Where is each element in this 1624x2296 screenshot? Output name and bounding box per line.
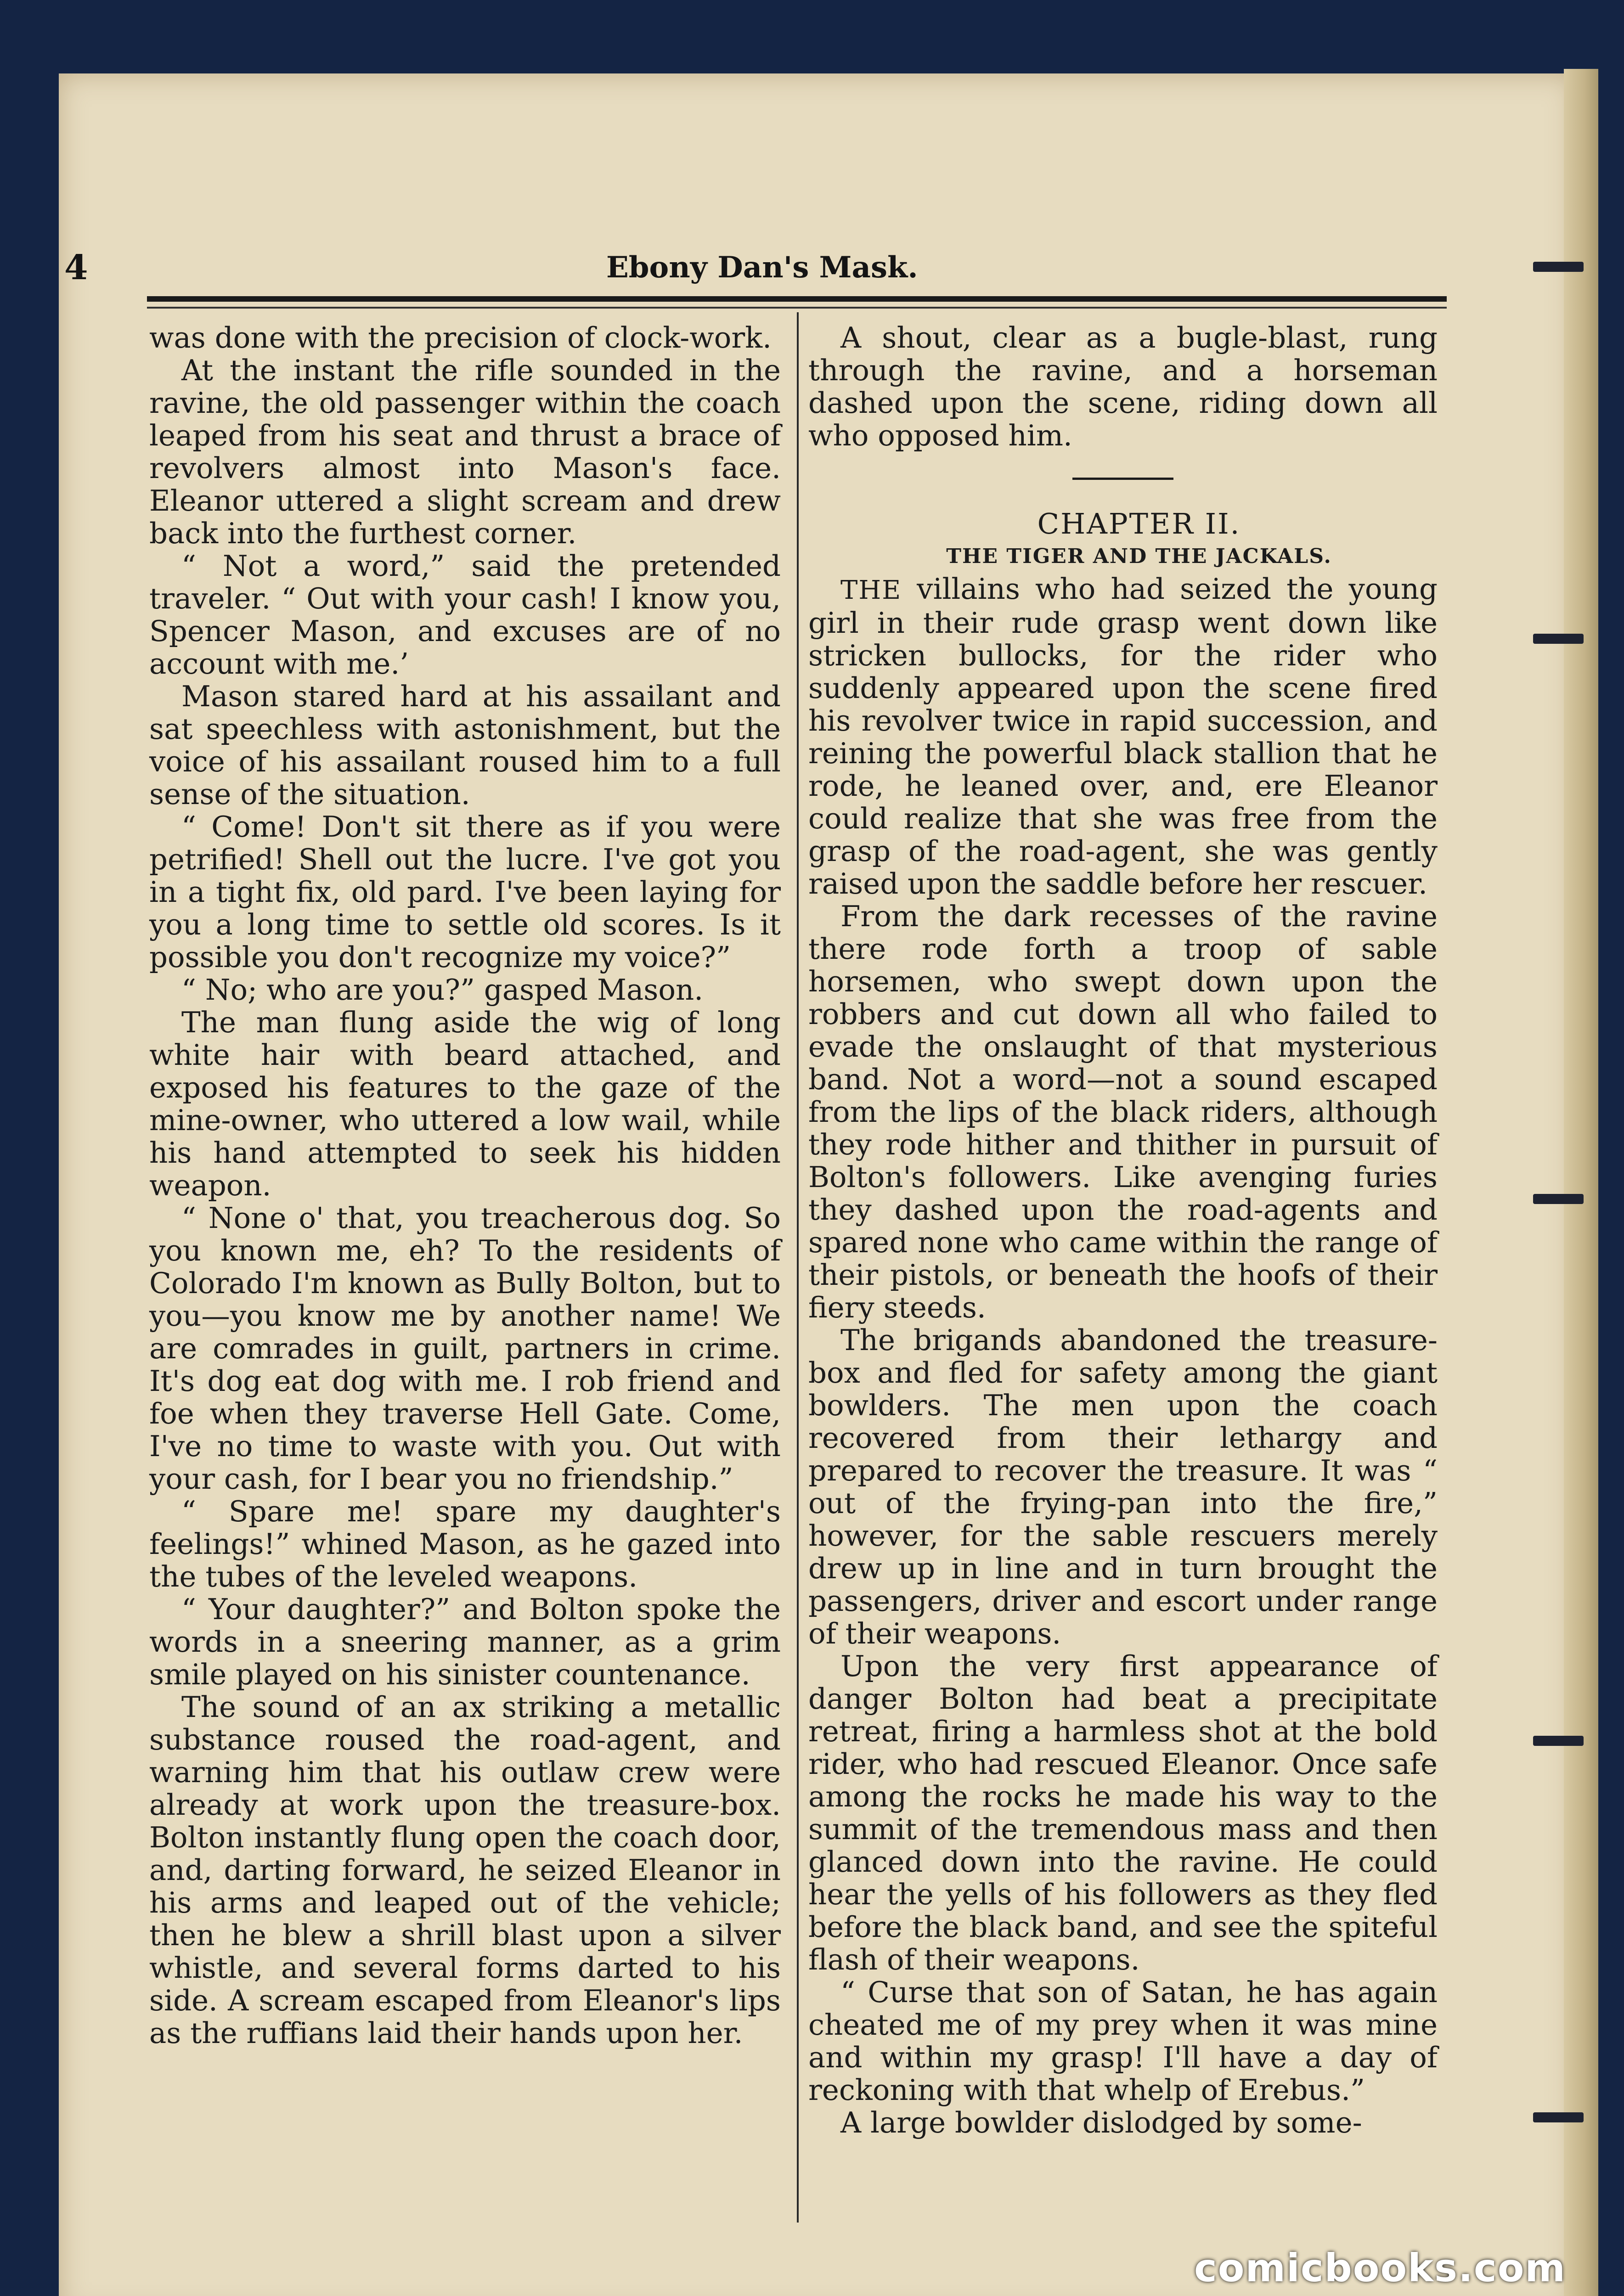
chapter-subtitle: THE TIGER AND THE JACKALS. [946,545,1332,568]
chapter-title: CHAPTER II. [1037,507,1241,540]
paragraph: A shout, clear as a bugle-blast, rung through the ravine, and a horseman dashed upon the scene, riding down all who opposed him. [808,321,1438,452]
paragraph: From the dark recesses of the ravine there rode forth a troop of sable horsemen, who swept down upon the robbers and cut down all who failed to evade the onslaught of that mysterious band. Not a word—not a sound escaped from the lips of the black riders, although they rode hither and thither in pursuit of Bolton's followers. Like avenging furies they dashed upon the road-agents and spared none who came within the range of their pistols, or beneath the hoofs of their fiery steeds. [808,900,1438,1324]
watermark: comicbooks.com [1194,2245,1566,2290]
header-rule-thin [147,307,1447,309]
running-head: Ebony Dan's Mask. [606,250,918,285]
paragraph: “ Not a word,” said the pretended traveler. “ Out with your cash! I know you, Spencer Mason, and excuses are of no account with me.’ [149,549,781,681]
chapter-first-paragraph [808,573,1438,900]
paragraph: Upon the very first appearance of danger Bolton had beat a precipitate retreat, firing a harmless shot at the bold rider, who had rescued Eleanor. Once safe among the rocks he made his way to the summit of the tremendous mass and then glanced down into the ravine. He could hear the yells of his followers as they fled before the black band, and see the spiteful flash of their weapons. [808,1649,1438,1976]
binding-stitch [1533,1736,1584,1746]
paragraph: A large bowlder dislodged by some- [840,2106,1362,2139]
paragraph: “ None o' that, you treacherous dog. So you known me, eh? To the residents of Colorado I'm known as Bully Bolton, but to you—you know me by another name! We are comrades in guilt, partners in crime. It's dog eat dog with me. I rob friend and foe when they traverse Hell Gate. Come, I've no time to waste with you. Out with your cash, for I bear you no friendship.” [149,1201,781,1496]
paragraph: The man flung aside the wig of long white hair with beard attached, and exposed his features to the gaze of the mine-owner, who uttered a low wail, while his hand attempted to seek his hidden weapon. [149,1006,781,1202]
paragraph-text: villains who had seized the young girl in their rude grasp went down like stricken bullocks, for the rider who suddenly appeared upon the scene fired his revolver twice in rapid succession, and reining the powerful black stallion that he rode, he leaned over, and, ere Eleanor could realize that she was free from the grasp of the road-agent, she was gently raised upon the saddle before her rescuer. [808,572,1438,900]
paragraph: The sound of an ax striking a metallic substance roused the road-agent, and warning him that his outlaw crew were already at work upon the treasure-box. Bolton instantly flung open the coach door, and, darting forward, he seized Eleanor in his arms and leaped out of the vehicle; then he blew a shrill blast upon a silver whistle, and several forms darted to his side. A scream escaped from Eleanor's lips as the ruffians laid their hands upon her. [149,1690,781,2050]
paragraph: “ Come! Don't sit there as if you were petrified! Shell out the lucre. I've got you in a tight fix, old pard. I've been laying for you a long time to settle old scores. Is it possible you don't recognize my voice?” [149,810,781,974]
binding-stitch [1533,2112,1584,2122]
paragraph: “ Spare me! spare my daughter's feelings!” whined Mason, as he gazed into the tubes of the leveled weapons. [149,1495,781,1593]
binding-stitch [1533,262,1584,272]
header-rule [147,296,1447,302]
page-number: 4 [64,248,88,287]
paragraph: was done with the precision of clock-work. [149,321,772,355]
paragraph: The brigands abandoned the treasure-box and fled for safety among the giant bowlders. The men upon the coach recovered from their lethargy and prepared to recover the treasure. It was “ out of the frying-pan into the fire,” however, for the sable rescuers merely drew up in line and in turn brought the passengers, driver and escort under range of their weapons. [808,1323,1438,1650]
binding-stitch [1533,1194,1584,1204]
lead-word: THE [840,575,902,605]
paragraph: Mason stared hard at his assailant and sat speechless with astonishment, but the voice of his assailant roused him to a full sense of the situation. [149,680,781,811]
column-divider [797,312,799,2223]
right-column [808,321,1438,2139]
paragraph: At the instant the rifle sounded in the ravine, the old passenger within the coach leaped from his seat and thrust a brace of revolvers almost into Mason's face. Eleanor uttered a slight scream and drew back into the furthest corner. [149,354,781,550]
paragraph: “ Curse that son of Satan, he has again cheated me of my prey when it was mine and within my grasp! I'll have a day of reckoning with that whelp of Erebus.” [808,1975,1438,2107]
left-column [149,321,781,2049]
binding-spine [1564,69,1598,2296]
paragraph: “ Your daughter?” and Bolton spoke the words in a sneering manner, as a grim smile played on his sinister countenance. [149,1593,781,1691]
section-separator [1072,478,1173,480]
binding-stitch [1533,634,1584,644]
paragraph: “ No; who are you?” gasped Mason. [181,973,704,1007]
